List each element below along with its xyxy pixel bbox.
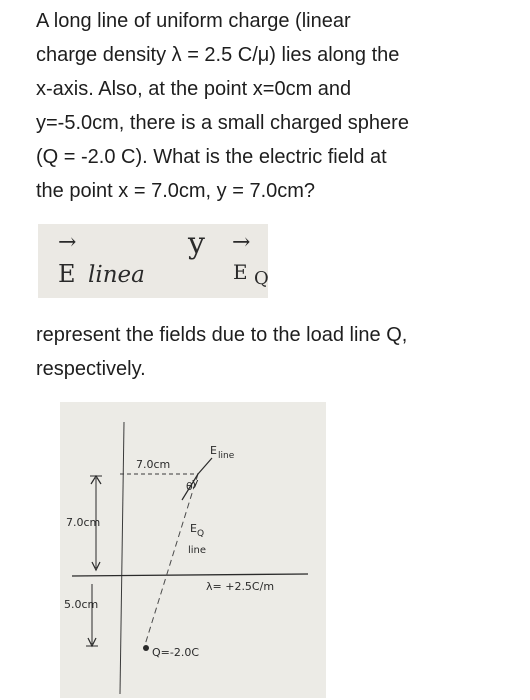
- label-line: line: [188, 545, 207, 556]
- e-linea-arrow: →: [58, 230, 77, 255]
- e-line-vector: [198, 458, 212, 474]
- field-line-to-charge: [144, 474, 198, 648]
- label-e-line-sub: line: [218, 451, 235, 461]
- e-q-arrow: →: [232, 230, 251, 255]
- label-theta: θ: [186, 480, 193, 493]
- question-text: [36, 4, 516, 208]
- e-linea-symbol: E: [58, 260, 76, 288]
- question-line: charge density λ = 2.5 C/μ) lies along the: [36, 44, 400, 66]
- charge-sphere: [143, 645, 149, 651]
- label-e-line: E: [210, 444, 217, 457]
- e-linea-text: linea: [88, 262, 145, 288]
- label-5cm: 5.0cm: [64, 598, 99, 611]
- y-text: y: [188, 226, 205, 261]
- label-e-q-sub: Q: [197, 529, 205, 539]
- hand-drawn-diagram: [60, 402, 326, 698]
- question-line: the point x = 7.0cm, y = 7.0cm?: [36, 180, 316, 202]
- label-charge: Q=-2.0C: [152, 646, 200, 659]
- represent-line: represent the fields due to the load line Q,: [36, 324, 408, 346]
- question-line: A long line of uniform charge (linear: [36, 10, 351, 32]
- represent-text: [36, 318, 516, 386]
- label-7cm-left: 7.0cm: [66, 516, 101, 529]
- e-q-symbol: E: [233, 260, 248, 284]
- question-line: y=-5.0cm, there is a small charged sphere: [36, 112, 409, 134]
- label-y: y: [192, 476, 199, 489]
- x-axis-line: [72, 574, 308, 576]
- label-e-q: E: [190, 522, 197, 535]
- question-line: (Q = -2.0 C). What is the electric field at: [36, 146, 387, 168]
- e-q-sub: Q: [254, 268, 269, 289]
- represent-line: respectively.: [36, 358, 146, 380]
- label-7cm-top: 7.0cm: [136, 458, 171, 471]
- formula-image: [38, 224, 268, 298]
- y-axis-line: [120, 422, 124, 694]
- diagram-svg: [60, 402, 326, 698]
- label-lambda: λ= +2.5C/m: [206, 580, 275, 593]
- question-line: x-axis. Also, at the point x=0cm and: [36, 78, 352, 100]
